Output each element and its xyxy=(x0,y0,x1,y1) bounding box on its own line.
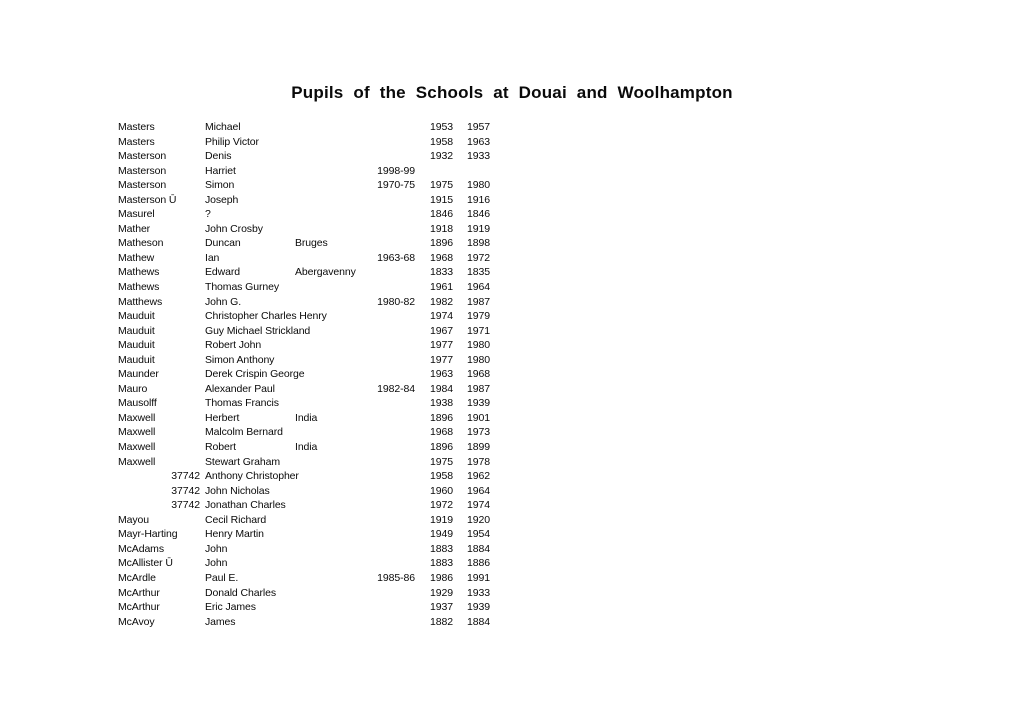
place-cell: Bruges xyxy=(295,237,328,250)
table-row xyxy=(118,150,498,165)
year-end-cell: 1957 xyxy=(467,121,490,133)
dates-attended-cell: 1980-82 xyxy=(377,295,415,308)
year-start-cell: 1833 xyxy=(430,266,453,279)
surname-cell: Mathews xyxy=(118,266,160,279)
year-end-cell: 1835 xyxy=(467,266,490,279)
year-end-cell: 1846 xyxy=(467,208,490,221)
admission-number-cell: 37742 xyxy=(171,470,200,483)
table-row xyxy=(118,587,498,602)
year-end-cell: 1899 xyxy=(467,441,490,454)
surname-cell: McArthur xyxy=(118,586,160,599)
table-row xyxy=(118,412,498,427)
forename-cell: Robert John xyxy=(205,339,262,352)
year-start-cell: 1932 xyxy=(430,150,453,163)
surname-cell: Matthews xyxy=(118,295,163,308)
year-end-cell: 1979 xyxy=(467,310,490,323)
table-row xyxy=(118,194,498,209)
table-row xyxy=(118,325,498,340)
surname-cell: Mauduit xyxy=(118,310,155,323)
forename-cell: Edward xyxy=(205,266,241,279)
year-start-cell: 1896 xyxy=(430,411,453,424)
forename-cell: Michael xyxy=(205,121,241,133)
year-start-cell: 1918 xyxy=(430,222,453,235)
table-row xyxy=(118,572,498,587)
dates-attended-cell: 1998-99 xyxy=(377,164,415,177)
forename-cell: Harriet xyxy=(205,164,236,177)
year-start-cell: 1977 xyxy=(430,339,453,352)
forename-cell: Malcolm Bernard xyxy=(205,426,283,439)
forename-cell: John Crosby xyxy=(205,222,263,235)
year-end-cell: 1980 xyxy=(467,353,490,366)
dates-attended-cell: 1985-86 xyxy=(377,571,415,584)
table-row xyxy=(118,208,498,223)
surname-cell: Maxwell xyxy=(118,441,156,454)
place-cell: India xyxy=(295,441,318,454)
year-start-cell: 1982 xyxy=(430,295,453,308)
year-end-cell: 1933 xyxy=(467,150,490,163)
forename-cell: Thomas Gurney xyxy=(205,281,279,294)
forename-cell: Simon Anthony xyxy=(205,353,275,366)
forename-cell: Derek Crispin George xyxy=(205,368,305,381)
forename-cell: Stewart Graham xyxy=(205,455,281,468)
surname-cell: Masurel xyxy=(118,208,155,221)
surname-cell: Mayr-Harting xyxy=(118,528,178,541)
surname-cell: Mausolff xyxy=(118,397,157,410)
forename-cell: Paul E. xyxy=(205,571,239,584)
surname-cell: Masters xyxy=(118,121,155,133)
year-end-cell: 1973 xyxy=(467,426,490,439)
year-end-cell: 1991 xyxy=(467,571,490,584)
year-end-cell: 1884 xyxy=(467,542,490,555)
forename-cell: Duncan xyxy=(205,237,241,250)
table-row xyxy=(118,601,498,616)
place-cell: India xyxy=(295,411,318,424)
year-start-cell: 1958 xyxy=(430,470,453,483)
forename-cell: Simon xyxy=(205,179,235,192)
table-row xyxy=(118,485,498,500)
year-start-cell: 1958 xyxy=(430,135,453,148)
year-end-cell: 1901 xyxy=(467,411,490,424)
table-row xyxy=(118,237,498,252)
forename-cell: Denis xyxy=(205,150,232,163)
year-end-cell: 1898 xyxy=(467,237,490,250)
forename-cell: Alexander Paul xyxy=(205,382,275,395)
surname-cell: Masterson Ū xyxy=(118,193,177,206)
year-start-cell: 1938 xyxy=(430,397,453,410)
forename-cell: John xyxy=(205,542,228,555)
year-end-cell: 1968 xyxy=(467,368,490,381)
admission-number-cell: 37742 xyxy=(171,499,200,512)
year-end-cell: 1919 xyxy=(467,222,490,235)
year-end-cell: 1884 xyxy=(467,615,490,628)
forename-cell: James xyxy=(205,615,236,628)
table-row xyxy=(118,557,498,572)
year-end-cell: 1964 xyxy=(467,484,490,497)
year-start-cell: 1984 xyxy=(430,382,453,395)
year-end-cell: 1962 xyxy=(467,470,490,483)
surname-cell: Mauduit xyxy=(118,353,155,366)
table-row xyxy=(118,354,498,369)
year-start-cell: 1968 xyxy=(430,426,453,439)
year-start-cell: 1960 xyxy=(430,484,453,497)
year-start-cell: 1883 xyxy=(430,557,453,570)
place-cell: Abergavenny xyxy=(295,266,356,279)
year-start-cell: 1915 xyxy=(430,193,453,206)
year-start-cell: 1977 xyxy=(430,353,453,366)
year-start-cell: 1949 xyxy=(430,528,453,541)
year-start-cell: 1974 xyxy=(430,310,453,323)
surname-cell: Mauduit xyxy=(118,339,155,352)
surname-cell: McAllister Ū xyxy=(118,557,173,570)
year-start-cell: 1846 xyxy=(430,208,453,221)
forename-cell: Donald Charles xyxy=(205,586,276,599)
surname-cell: Masterson xyxy=(118,179,167,192)
year-start-cell: 1919 xyxy=(430,513,453,526)
forename-cell: Jonathan Charles xyxy=(205,499,286,512)
table-row xyxy=(118,426,498,441)
forename-cell: Joseph xyxy=(205,193,239,206)
year-start-cell: 1986 xyxy=(430,571,453,584)
surname-cell: McAdams xyxy=(118,542,164,555)
table-row xyxy=(118,165,498,180)
forename-cell: Anthony Christopher xyxy=(205,470,299,483)
forename-cell: John Nicholas xyxy=(205,484,270,497)
surname-cell: Mathew xyxy=(118,251,155,264)
table-row xyxy=(118,528,498,543)
table-row xyxy=(118,543,498,558)
year-start-cell: 1883 xyxy=(430,542,453,555)
year-end-cell: 1978 xyxy=(467,455,490,468)
table-row xyxy=(118,499,498,514)
surname-cell: Maxwell xyxy=(118,455,156,468)
surname-cell: Masterson xyxy=(118,150,167,163)
year-end-cell: 1980 xyxy=(467,179,490,192)
year-end-cell: 1963 xyxy=(467,135,490,148)
forename-cell: Christopher Charles Henry xyxy=(205,310,327,323)
year-start-cell: 1961 xyxy=(430,281,453,294)
year-end-cell: 1972 xyxy=(467,251,490,264)
table-row xyxy=(118,368,498,383)
year-end-cell: 1964 xyxy=(467,281,490,294)
year-end-cell: 1987 xyxy=(467,295,490,308)
table-row xyxy=(118,616,498,631)
table-row xyxy=(118,266,498,281)
table-row xyxy=(118,296,498,311)
page-title: Pupils of the Schools at Douai and Woolhampton xyxy=(291,83,733,102)
year-start-cell: 1972 xyxy=(430,499,453,512)
year-start-cell: 1975 xyxy=(430,179,453,192)
table-row xyxy=(118,456,498,471)
table-row xyxy=(118,281,498,296)
year-start-cell: 1967 xyxy=(430,324,453,337)
surname-cell: McArthur xyxy=(118,601,160,614)
year-end-cell: 1933 xyxy=(467,586,490,599)
year-start-cell: 1963 xyxy=(430,368,453,381)
surname-cell: Mauro xyxy=(118,382,148,395)
year-start-cell: 1937 xyxy=(430,601,453,614)
surname-cell: McArdle xyxy=(118,571,156,584)
year-start-cell: 1896 xyxy=(430,237,453,250)
table-row xyxy=(118,121,498,136)
forename-cell: Robert xyxy=(205,441,236,454)
table-row xyxy=(118,179,498,194)
year-end-cell: 1974 xyxy=(467,499,490,512)
year-end-cell: 1939 xyxy=(467,601,490,614)
surname-cell: Mathews xyxy=(118,281,160,294)
table-row xyxy=(118,514,498,529)
table-row xyxy=(118,339,498,354)
pupil-register-table xyxy=(118,121,498,630)
year-end-cell: 1980 xyxy=(467,339,490,352)
dates-attended-cell: 1970-75 xyxy=(377,179,415,192)
forename-cell: Guy Michael Strickland xyxy=(205,324,311,337)
year-end-cell: 1971 xyxy=(467,324,490,337)
forename-cell: Eric James xyxy=(205,601,256,614)
table-row xyxy=(118,223,498,238)
year-start-cell: 1953 xyxy=(430,121,453,133)
year-end-cell: 1886 xyxy=(467,557,490,570)
year-end-cell: 1939 xyxy=(467,397,490,410)
year-end-cell: 1920 xyxy=(467,513,490,526)
surname-cell: Maxwell xyxy=(118,411,156,424)
admission-number-cell: 37742 xyxy=(171,484,200,497)
year-start-cell: 1975 xyxy=(430,455,453,468)
table-row xyxy=(118,310,498,325)
surname-cell: Mayou xyxy=(118,513,150,526)
forename-cell: John xyxy=(205,557,228,570)
table-row xyxy=(118,397,498,412)
year-start-cell: 1929 xyxy=(430,586,453,599)
year-end-cell: 1954 xyxy=(467,528,490,541)
year-end-cell: 1987 xyxy=(467,382,490,395)
table-row xyxy=(118,136,498,151)
surname-cell: Mauduit xyxy=(118,324,155,337)
table-row xyxy=(118,252,498,267)
forename-cell: Philip Victor xyxy=(205,135,259,148)
forename-cell: Herbert xyxy=(205,411,240,424)
forename-cell: ? xyxy=(205,208,211,221)
surname-cell: Maxwell xyxy=(118,426,156,439)
year-end-cell: 1916 xyxy=(467,193,490,206)
forename-cell: Ian xyxy=(205,251,220,264)
year-start-cell: 1896 xyxy=(430,441,453,454)
forename-cell: Henry Martin xyxy=(205,528,264,541)
forename-cell: Thomas Francis xyxy=(205,397,279,410)
dates-attended-cell: 1982-84 xyxy=(377,382,415,395)
table-row xyxy=(118,383,498,398)
year-start-cell: 1968 xyxy=(430,251,453,264)
forename-cell: John G. xyxy=(205,295,242,308)
table-row xyxy=(118,441,498,456)
surname-cell: Masterson xyxy=(118,164,167,177)
year-start-cell: 1882 xyxy=(430,615,453,628)
surname-cell: Masters xyxy=(118,135,155,148)
forename-cell: Cecil Richard xyxy=(205,513,267,526)
dates-attended-cell: 1963-68 xyxy=(377,251,415,264)
surname-cell: Matheson xyxy=(118,237,164,250)
surname-cell: Mather xyxy=(118,222,151,235)
table-row xyxy=(118,470,498,485)
surname-cell: McAvoy xyxy=(118,615,155,628)
surname-cell: Maunder xyxy=(118,368,159,381)
